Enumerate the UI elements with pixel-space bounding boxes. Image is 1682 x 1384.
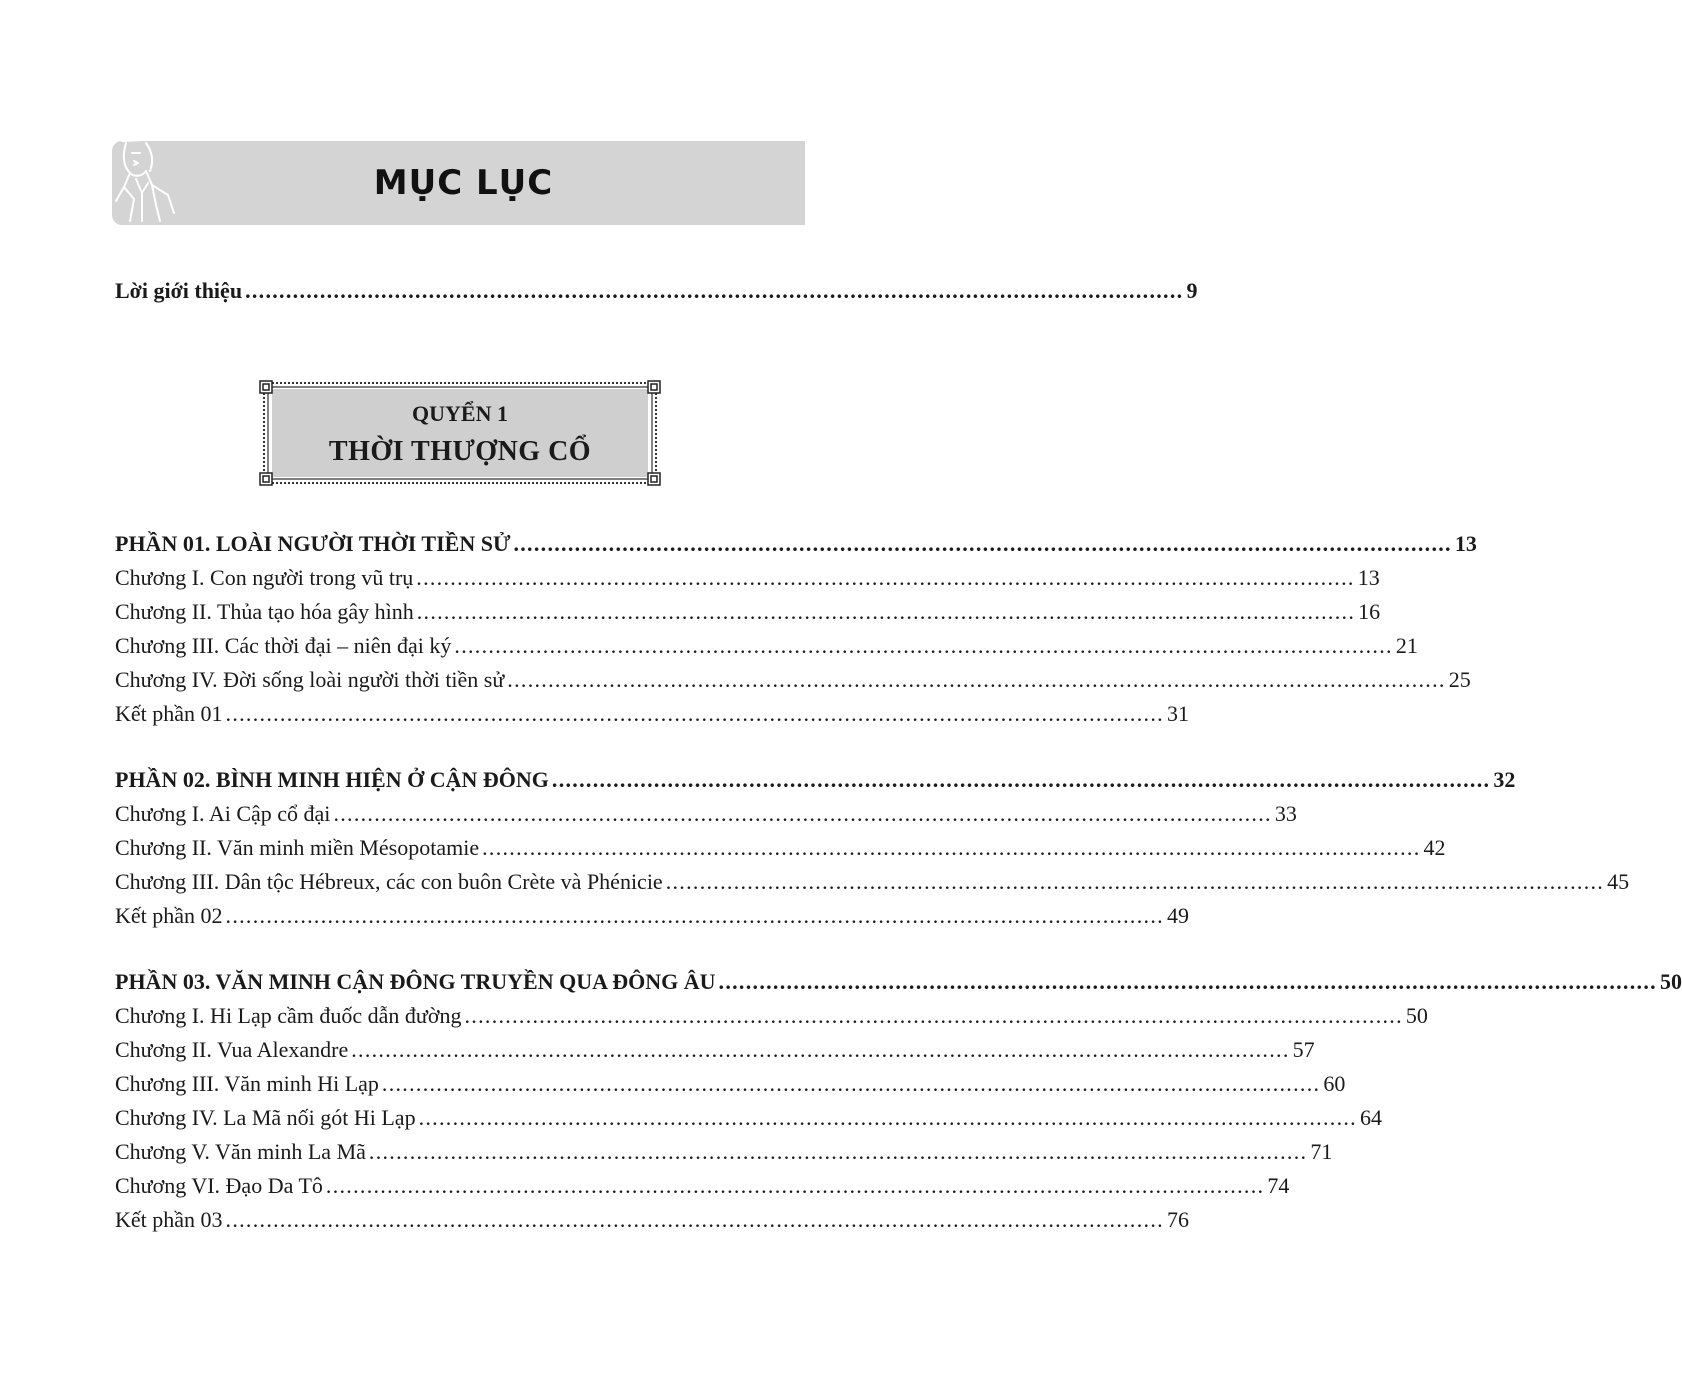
toc-chapter[interactable] — [115, 1103, 1382, 1133]
toc-part[interactable] — [115, 529, 1477, 559]
toc-chapter-page: 16 — [1358, 599, 1381, 624]
toc-chapter[interactable] — [115, 1137, 1333, 1167]
book-label: QUYỂN 1 — [412, 401, 508, 426]
dot-leader: .......................................................................................................................................... — [351, 1037, 1290, 1062]
toc-part-page: 13 — [1454, 531, 1477, 556]
toc-chapter[interactable] — [115, 665, 1471, 695]
toc-chapter[interactable] — [115, 563, 1380, 593]
toc-chapter-label: Chương III. Các thời đại – niên đại ký — [115, 633, 452, 658]
toc-intro[interactable] — [115, 276, 1198, 306]
toc-chapter-label: Chương II. Vua Alexandre — [115, 1037, 349, 1062]
toc-chapter[interactable] — [115, 597, 1381, 627]
dot-leader: .......................................................................................................................................... — [325, 1173, 1265, 1198]
toc-chapter-page: 57 — [1292, 1037, 1315, 1062]
toc-chapter[interactable] — [115, 799, 1297, 829]
toc-chapter-page: 60 — [1323, 1071, 1346, 1096]
dot-leader: .......................................................................................................................................... — [416, 599, 1356, 624]
toc-chapter-page: 71 — [1310, 1139, 1333, 1164]
header-band — [112, 141, 805, 225]
toc-chapter-page: 21 — [1395, 633, 1418, 658]
dot-leader: .......................................................................................................................................... — [454, 633, 1393, 658]
toc-chapter-label: Chương I. Con người trong vũ trụ — [115, 565, 414, 590]
toc-chapter-page: 74 — [1267, 1173, 1290, 1198]
toc-part[interactable] — [115, 765, 1516, 795]
toc-part-page: 32 — [1493, 767, 1516, 792]
dot-leader: .......................................................................................................................................... — [464, 1003, 1403, 1028]
toc-chapter-label: Chương II. Văn minh miền Mésopotamie — [115, 835, 480, 860]
dot-leader: .......................................................................................................................................... — [418, 1105, 1357, 1130]
toc-chapter[interactable] — [115, 1035, 1315, 1065]
toc-intro-label: Lời giới thiệu — [115, 278, 243, 303]
dot-leader: .......................................................................................................................................... — [507, 667, 1446, 692]
toc-chapter[interactable] — [115, 1205, 1189, 1235]
toc-chapter[interactable] — [115, 901, 1189, 931]
book-title: THỜI THƯỢNG CỔ — [328, 436, 592, 467]
toc-chapter[interactable] — [115, 1069, 1346, 1099]
toc-chapter[interactable] — [115, 833, 1446, 863]
dot-leader: .......................................................................................................................................... — [245, 278, 1184, 303]
toc-chapter-label: Kết phần 01 — [115, 701, 223, 726]
dot-leader: .......................................................................................................................................... — [368, 1139, 1308, 1164]
toc-part[interactable] — [115, 967, 1682, 997]
toc-chapter-page: 50 — [1405, 1003, 1428, 1028]
toc-part-title: PHẦN 03. VĂN MINH CẬN ĐÔNG TRUYỀN QUA ĐÔNG ÂU — [115, 969, 716, 994]
toc-chapter[interactable] — [115, 1001, 1428, 1031]
book-heading — [258, 379, 662, 487]
toc-chapter-page: 33 — [1274, 801, 1297, 826]
dot-leader: .......................................................................................................................................... — [416, 565, 1355, 590]
toc-chapter-label: Chương IV. La Mã nối gót Hi Lạp — [115, 1105, 416, 1130]
toc-chapter-page: 64 — [1359, 1105, 1382, 1130]
page-title: MỤC LỤC — [373, 163, 554, 203]
ornate-frame — [258, 379, 662, 487]
toc-chapter-page: 42 — [1423, 835, 1446, 860]
toc-chapter-page: 45 — [1607, 869, 1630, 894]
dot-leader: .......................................................................................................................................... — [482, 835, 1421, 860]
dot-leader: .......................................................................................................................................... — [718, 969, 1657, 994]
dot-leader: .......................................................................................................................................... — [225, 1207, 1164, 1232]
toc-chapter-label: Chương III. Văn minh Hi Lạp — [115, 1071, 379, 1096]
toc-chapter[interactable] — [115, 699, 1189, 729]
toc-intro-page: 9 — [1186, 278, 1198, 303]
toc-chapter-page: 13 — [1357, 565, 1380, 590]
toc-chapter-label: Chương IV. Đời sống loài người thời tiền sử — [115, 667, 505, 692]
toc-chapter-page: 25 — [1448, 667, 1471, 692]
toc-chapter-page: 31 — [1166, 701, 1189, 726]
toc-chapter-label: Chương I. Ai Cập cổ đại — [115, 801, 331, 826]
dot-leader: .......................................................................................................................................... — [551, 767, 1491, 792]
toc-part-title: PHẦN 01. LOÀI NGƯỜI THỜI TIỀN SỬ — [115, 531, 511, 556]
toc-chapter-label: Chương V. Văn minh La Mã — [115, 1139, 366, 1164]
toc-chapter-label: Chương I. Hi Lạp cầm đuốc dẫn đường — [115, 1003, 462, 1028]
dot-leader: .......................................................................................................................................... — [225, 701, 1164, 726]
toc-part-page: 50 — [1659, 969, 1682, 994]
portrait-icon — [112, 127, 178, 225]
toc-chapter[interactable] — [115, 867, 1630, 897]
toc-chapter-label: Chương VI. Đạo Da Tô — [115, 1173, 323, 1198]
dot-leader: .......................................................................................................................................... — [333, 801, 1272, 826]
dot-leader: .......................................................................................................................................... — [665, 869, 1605, 894]
dot-leader: .......................................................................................................................................... — [513, 531, 1452, 556]
toc-chapter[interactable] — [115, 1171, 1290, 1201]
toc-chapter-label: Kết phần 03 — [115, 1207, 223, 1232]
toc-chapter[interactable] — [115, 631, 1418, 661]
dot-leader: .......................................................................................................................................... — [381, 1071, 1321, 1096]
toc-chapter-page: 76 — [1166, 1207, 1189, 1232]
toc-chapter-page: 49 — [1166, 903, 1189, 928]
toc-chapter-label: Kết phần 02 — [115, 903, 223, 928]
toc-part-title: PHẦN 02. BÌNH MINH HIỆN Ở CẬN ĐÔNG — [115, 767, 549, 792]
dot-leader: .......................................................................................................................................... — [225, 903, 1164, 928]
toc-chapter-label: Chương III. Dân tộc Hébreux, các con buôn Crète và Phénicie — [115, 869, 663, 894]
toc-chapter-label: Chương II. Thủa tạo hóa gây hình — [115, 599, 414, 624]
